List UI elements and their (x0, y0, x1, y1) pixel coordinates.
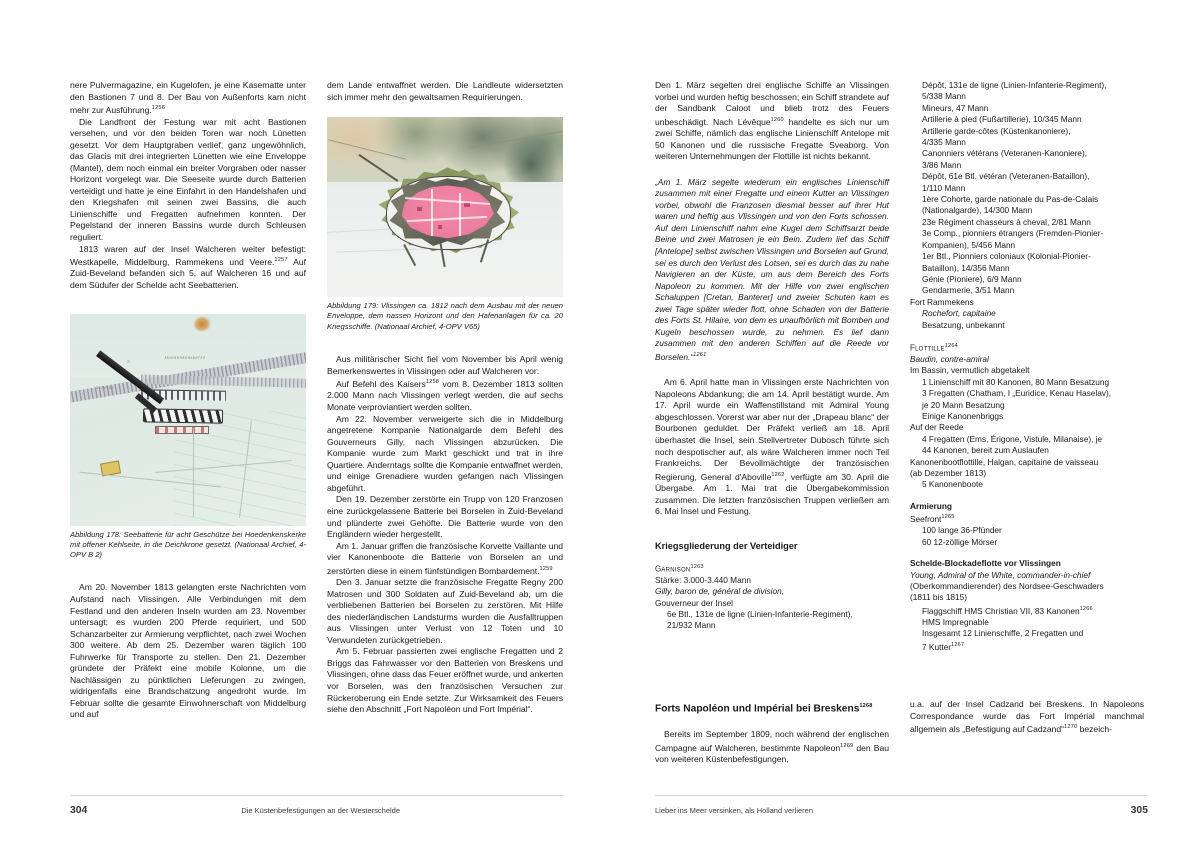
list-item: Kompanien), 5/456 Mann (922, 239, 1016, 250)
paragraph-text-cont: handelte es sich nur um zwei Schiffe, nämlich das englische Linienschiff Antelope mit 50 Kanonen und die russische Fregatte Sveaborg. Von weiteren Unternehmungen der Flottille ist nichts bekannt. (655, 116, 889, 162)
subheading-garnison (655, 562, 889, 575)
paragraph (327, 377, 563, 414)
figure-178-field-line (193, 428, 194, 517)
left-column-2 (327, 80, 563, 792)
list-item: Gendarmerie, 3/51 Mann (922, 285, 1015, 296)
list-item: 1/110 Mann (922, 182, 966, 193)
list-item (910, 640, 1144, 653)
list-item: 3/86 Mann (922, 159, 962, 170)
list-item: Canonniers vétérans (Veteranen-Kanoniere), (922, 148, 1088, 159)
footer-content (655, 805, 1148, 816)
spacer (910, 491, 1144, 501)
paragraph: Am 20. November 1813 gelangten erste Nachrichten vom Aufstand nach Vlissingen. Alle Verbindungen mit dem Festland und den anderen Inseln wurden am 23. November untersagt; es wurden 200 Pferde requiriert, und 500 Schanzarbeiter zur Armierung verpflichtet, nach zwei Wochen 300 weitere. Ab dem 25. Dezember waren täglich 100 Fuhrwerke für Transporte zu stellen. Den 21. Dezember gründete der Präfekt eine mobile Kolonne, um die Nachlässigen zu pünktlichen Lieferungen zu zwingen, widrigenfalls eine Brandschatzung angedroht wurde. Im Februar sollte die gesamte Einwohnerschaft von Middelburg und auf (70, 582, 306, 720)
list-item: (1811 bis 1815) (910, 592, 968, 603)
figure-178-parapet (143, 408, 223, 423)
subheading-blockadeflotte: Schelde-Blockadeflotte vor Vlissingen (910, 558, 1061, 569)
footer-divider (655, 795, 1148, 796)
spacer (910, 331, 1144, 341)
subheading-flottille-label: Flottille (910, 343, 945, 353)
list-item: 21/932 Mann (667, 620, 716, 631)
list-item: Baudin, contre-amiral (910, 353, 989, 364)
page-number: 305 (1130, 805, 1148, 816)
running-head: Lieber ins Meer versinken, als Holland verlieren (655, 806, 813, 815)
paragraph (327, 541, 563, 578)
list-item: 1 Linienschiff mit 80 Kanonen, 80 Mann Besatzung (922, 376, 1110, 387)
list-item: (Nationalgarde), 14/300 Mann (922, 205, 1033, 216)
list-item: 1er Btl., Pionniers coloniaux (Kolonial-Pionier- (922, 251, 1091, 262)
figure-179-building-block (417, 207, 422, 211)
list-item (910, 604, 1144, 617)
list-item: Im Bassin, vermutlich abgetakelt (910, 365, 1030, 376)
footer-divider (70, 795, 564, 796)
paragraph-text-cont: Auf Zuid-Beveland befanden sich 5, auf Walcheren 16 und auf dem Südufer der Schelde acht Seebatterien. (70, 256, 306, 291)
left-page-columns (70, 80, 564, 792)
section-heading-kriegsgliederung: Kriegsgliederung der Verteidiger (655, 540, 798, 551)
right-column-2 (910, 80, 1144, 792)
list-item: 1ère Cohorte, garde nationale du Pas-de-Calais (922, 194, 1099, 205)
list-item-fort-rammekens: Fort Rammekens (910, 296, 974, 307)
paragraph-text: Bereits im September 1809, noch während der englischen Campagne auf Walcheren, bestimmte Napoleon (655, 729, 889, 753)
footnote-ref: 1266 (1079, 605, 1093, 612)
footnote-ref: 1256 (151, 105, 166, 112)
list-item: 5 Kanonenboote (922, 479, 983, 490)
paragraph (910, 699, 1144, 736)
list-item: 4 Fregatten (Ems, Érigone, Vistule, Milanaise), je (922, 433, 1103, 444)
paragraph (655, 80, 889, 163)
paragraph (70, 244, 306, 292)
footer-content (70, 805, 564, 816)
paragraph: Am 5. Februar passierten zwei englische Fregatten und 2 Briggs das Fahrwasser vor den Batterien von Breskens und Vlissingen, ohne dass das Feuer eröffnet wurde, und ankerten vor Borselen, was den französischen Versuchen zur Rückeroberung ein Ende setzte. Zur Wirksamkeit des Feuers siehe den Abschnitt „Fort Napoléon und Fort Impérial“. (327, 646, 563, 715)
spacer (327, 103, 563, 117)
paragraph-text-cont: bezeich- (1077, 723, 1112, 734)
list-item: 4/335 Mann (922, 137, 966, 148)
list-item: 23e Régiment chasseurs à cheval, 2/81 Mann (922, 216, 1091, 227)
figure-179-building-block (438, 225, 442, 229)
footnote-ref: 1257 (274, 257, 288, 264)
paragraph-text: 1813 waren auf der Insel Walcheren weiter befestigt: Westkapelle, Middelburg, Rammekens und Veere. (70, 243, 306, 267)
list-item: 3 Fregatten (Chatham, I „Euridice, Kenau Haselav), (922, 388, 1112, 399)
list-item: 60 12-zöllige Mörser (922, 536, 998, 547)
paragraph-text: Am 6. April hatte man in Vlissingen erste Nachrichten von Napoleons Abdankung; die am 14. April bestätigt wurde. Am 17. April wurde ein Waffenstillstand mit Admiral Young abgeschlossen. Vorerst war aber nur der „Drapeau blanc“ der Bourbonen geduldet. Der Präfekt verließ am 18. April überhastet die Insel, sein Stellvertreter Dubosch führte sich noch despotischer auf, als wäre Walcheren immer noch Teil Frankreichs. Der Bevollmächtigte der französischen Regierung, General d'Aboville (655, 377, 889, 482)
list-item: Dépôt, 131e de ligne (Linien-Infanterie-Regiment), (922, 80, 1107, 90)
footnote-ref: 1265 (941, 514, 955, 521)
paragraph-text-cont: , verfügte am 30. April die Übergabe. Am 1. Mai trat die Übergabekommission zusammen. Die letzten französischen Truppen verließen am 6. Mai Insel und Festung. (655, 471, 889, 517)
subheading-armierung: Armierung (910, 500, 952, 511)
list-item: 3e Comp., pionniers étrangers (Fremden-Pionier- (922, 228, 1104, 239)
footnote-ref: 1259 (539, 565, 553, 572)
figure-178-handwriting: Schelde (95, 385, 115, 391)
spacer (655, 552, 889, 562)
list-item: Young, Admiral of the White, commander-in-chief (910, 569, 1091, 580)
paragraph-text-cont: vom 8. Dezember 1813 sollten 2.000 Mann nach Vlissingen verlegt werden, die auf sechs Monate verproviantiert werden sollten. (327, 378, 563, 413)
subheading-seefront (910, 512, 1144, 525)
footnote-ref: 1269 (840, 742, 854, 749)
running-head: Die Küstenbefestigungen an der Westerschelde (241, 806, 401, 815)
paragraph: Aus militärischer Sicht fiel vom November bis April wenig Bemerkenswertes in Vlissingen oder auf Walcheren vor: (327, 353, 563, 376)
list-item: Besatzung, unbekannt (922, 319, 1005, 330)
footnote-ref: 1263 (690, 563, 704, 570)
footnote-ref: 1264 (944, 342, 958, 349)
spacer (655, 518, 889, 540)
right-page-footer (600, 795, 1200, 825)
list-item: Gouverneur der Insel (655, 597, 733, 608)
spacer (327, 332, 563, 354)
list-item: Insgesamt 12 Linienschiffe, 2 Fregatten und (922, 628, 1084, 639)
paragraph (70, 80, 306, 117)
paragraph-text: nere Pulvermagazine, ein Kugelofen, je eine Kasematte unter den Bastionen 7 und 8. Der Bau von Außenforts kam nicht mehr zur Ausführung. (70, 80, 306, 115)
figure-179 (327, 117, 563, 332)
paragraph (655, 729, 889, 766)
right-page (600, 0, 1200, 853)
paragraph-text: u.a. auf der Insel Cadzand bei Breskens. In Napoleons Correspondance wurde das Fort Impérial manchmal allgemein als „Befestigung auf Cadzand“ (910, 699, 1144, 734)
right-page-columns (655, 80, 1148, 792)
figure-178-image (70, 314, 306, 526)
list-item: Stärke: 3.000-3.440 Mann (655, 574, 751, 585)
list-item: Gilly, baron de, général de division, (655, 586, 784, 597)
section-heading-forts (655, 700, 889, 715)
block-quote (655, 177, 889, 364)
list-item: (Oberkommandierender) des Nordsee-Geschwaders (910, 581, 1104, 592)
list-item: Artillerie à pied (Fußartillerie), 10/345 Mann (922, 114, 1082, 125)
spacer (655, 363, 889, 377)
list-item: Einige Kanonenbriggs (922, 411, 1004, 421)
paragraph: Die Landfront der Festung war mit acht Bastionen versehen, und vor den beiden Toren war noch Lünetten gesetzt. Vor dem Hauptgraben verlief, ganz ungewöhnlich, das Glacis mit drei integrierten Lünetten wie eine Enveloppe (Mantel), dem noch einmal ein breiter Vorgraben oder nasser Horizont vorgelegt war. Die Seeseite wurde durch Batterien verteidigt und hatte je eine Einfahrt in den Handelshafen und den Kriegshafen mit seinen zwei Bassins, die auch Linienschiffe und Fregatten aufnehmen konnten. Der Pegelstand der inneren Bassins wurde durch Schleusen reguliert. (70, 116, 306, 242)
spacer (910, 548, 1144, 558)
footnote-ref: 1258 (425, 379, 440, 386)
list-item: Mineurs, 47 Mann (922, 102, 989, 113)
spacer (910, 653, 1144, 699)
footnote-ref: 1268 (859, 702, 873, 709)
list-item: Génie (Pioniere), 6/9 Mann (922, 273, 1022, 284)
paragraph-text-cont: den Bau von weiteren Küstenbefestigungen, (655, 742, 889, 765)
list-item: Rochefort, capitaine (922, 308, 996, 319)
footnote-ref: 1270 (1064, 724, 1078, 731)
footnote-ref: 1262 (771, 471, 785, 478)
figure-178-gun-emplacements (155, 426, 209, 434)
paragraph: Den 19. Dezember zerstörte ein Trupp von 120 Franzosen eine zurückgelassene Batterie bei Borselen in Zuid-Beveland und plünderte zwei Gehöfte. Die Batterie wurde von den Engländern wieder hergestellt. (327, 494, 563, 540)
subheading-garnison-label: Garnison (655, 564, 691, 574)
list-item: Kanonenbootflottille, Halgan, capitaine de vaisseau (910, 456, 1099, 467)
figure-178 (70, 314, 306, 561)
footnote-ref: 1261 (693, 351, 707, 358)
list-item: 5/338 Mann (922, 91, 966, 102)
paragraph: Den 3. Januar setzte die französische Fregatte Regny 200 Matrosen und 300 Soldaten auf Zuid-Beveland ab, um die verbliebenen Batterien bei Borselen zu zerstören. Mit Hilfe des niederländischen Landsturms wurden die Ausfalltruppen aus Vlissingen unter Verlust von 12 Toten und 10 Verwundeten zurückgetrieben. (327, 577, 563, 645)
list-item: 6e Btl., 131e de ligne (Linien-Infanterie-Regiment), (667, 608, 853, 619)
figure-179-caption: Abbildung 179: Vlissingen ca. 1812 nach dem Ausbau mit der neuen Enveloppe, dem nassen Horizont und den Hafenanlagen für ca. 20 Kriegsschiffe. (Nationaal Archief, 4-OPV V65) (327, 301, 563, 331)
list-item: je 20 Mann Besatzung (922, 399, 1005, 410)
list-item: Dépôt, 61e Btl. vétéran (Veteranen-Bataillon), (922, 171, 1090, 182)
list-item: 44 Kanonen, bereit zum Auslaufen (922, 445, 1049, 456)
list-item-text: Flaggschiff HMS Christian VII, 83 Kanonen (922, 605, 1080, 616)
subheading-flottille (910, 341, 1144, 354)
page-number: 304 (70, 805, 88, 816)
figure-179-image (327, 117, 563, 297)
footnote-ref: 1267 (951, 641, 965, 648)
figure-178-caption: Abbildung 178: Seebatterie für acht Geschütze bei Hoedenkenskerke mit offener Kehlseite, in die Deichkrone gesetzt. (Nationaal Archief, 4-OPV B 2) (70, 529, 306, 560)
figure-178-seal (192, 314, 212, 332)
spacer (70, 560, 306, 582)
figure-179-building-block (464, 203, 470, 207)
paragraph-text: Auf Befehl des Kaisers (336, 378, 426, 389)
paragraph-text: Am 1. Januar griffen die französische Korvette Vaillante und vier Kanonenboote die Batterie von Borselen an und zerstörten diese in einem fünfstündigen Bombardement. (327, 540, 563, 576)
spacer (655, 163, 889, 177)
list-item: HMS Impregnable (922, 617, 989, 628)
list-item: Artillerie garde-côtes (Küstenkanoniere), (922, 125, 1071, 136)
spacer (70, 292, 306, 314)
figure-179-harbour-basin (431, 189, 433, 236)
left-page-footer (0, 795, 600, 825)
spacer (655, 715, 889, 729)
paragraph: Am 22. November verweigerte sich die in Middelburg angetretene Kompanie Nationalgarde dem Befehl des Gouverneurs Gilly, nach Vlissingen abzurücken. Die Kompanie wurde zum Markt geschickt und trat in ihre Quartiere. Anderntags sollte die Kompanie entwaffnet werden, und einige Grenadiere wurden gefangen nach Vlissingen abgeführt. (327, 413, 563, 493)
section-heading-forts-label: Forts Napoléon und Impérial bei Breskens (655, 703, 860, 715)
figure-178-handwriting: Hoedenkenskerke (164, 355, 206, 361)
paragraph: dem Lande entwaffnet werden. Die Landleute widersetzten sich immer mehr den gewaltsamen Requirierungen. (327, 80, 563, 102)
left-column-1 (70, 80, 306, 792)
list-item-text: 7 Kutter (922, 641, 952, 652)
subheading-seefront-label: Seefront (910, 514, 942, 525)
list-item: Auf der Reede (910, 422, 964, 433)
paragraph-text: Den 1. März segelten drei englische Schiffe an Vlissingen vorbei und wurden heftig beschossen; ein Schiff strandete auf der Sandbank Caloot und blieb trotz des Feuers unbeschädigt. Nach Lévêque (655, 80, 889, 127)
spacer (655, 632, 889, 700)
paragraph (655, 377, 889, 517)
figure-178-handwriting: N (126, 360, 131, 366)
footnote-ref: 1260 (770, 116, 784, 123)
figure-179-harbour-basin (459, 193, 461, 236)
list-item: Bataillon), 14/356 Mann (922, 262, 1010, 273)
block-quote-text: „Am 1. März segelte wiederum ein englisches Linienschiff zusammen mit einer Fregatte und einem Kutter an Vlissingen vorbei, obwohl die Franzosen diesmal besser auf ihrer Hut waren und heftig aus Vlissingen und von den Forts schossen. Auf dem Linienschiff nahm eine Kugel dem Schiffsarzt beide Beine und zwei Matrosen je ein Bein. Zudem lief das Schiff [Antelope] selbst zwischen Vlissingen und Borselen auf Grund, sei es durch den Verlust des Lotsen, sei es durch das zu nahe Navigieren an der Küste, um aus dem Bereich des Forts Napoleon zu kommen. Mit der Hilfe von zwei englischen Schaluppen [Cretan, Banterer] und zweier Schuten kam es zwei Tage später wieder flott, ohne Schaden von der Batterie des Forts St. Hilaire, von dem es unaufhörlich mit Bomben und Kugeln beschossen wurde, zu nehmen. Es lief dann zusammen mit den anderen Schiffen auf die Reede vor Borselen.“ (655, 176, 889, 362)
right-column-1 (655, 80, 889, 792)
list-item: (ab Dezember 1813) (910, 468, 987, 479)
list-item: 100 lange 36-Pfünder (922, 525, 1002, 536)
